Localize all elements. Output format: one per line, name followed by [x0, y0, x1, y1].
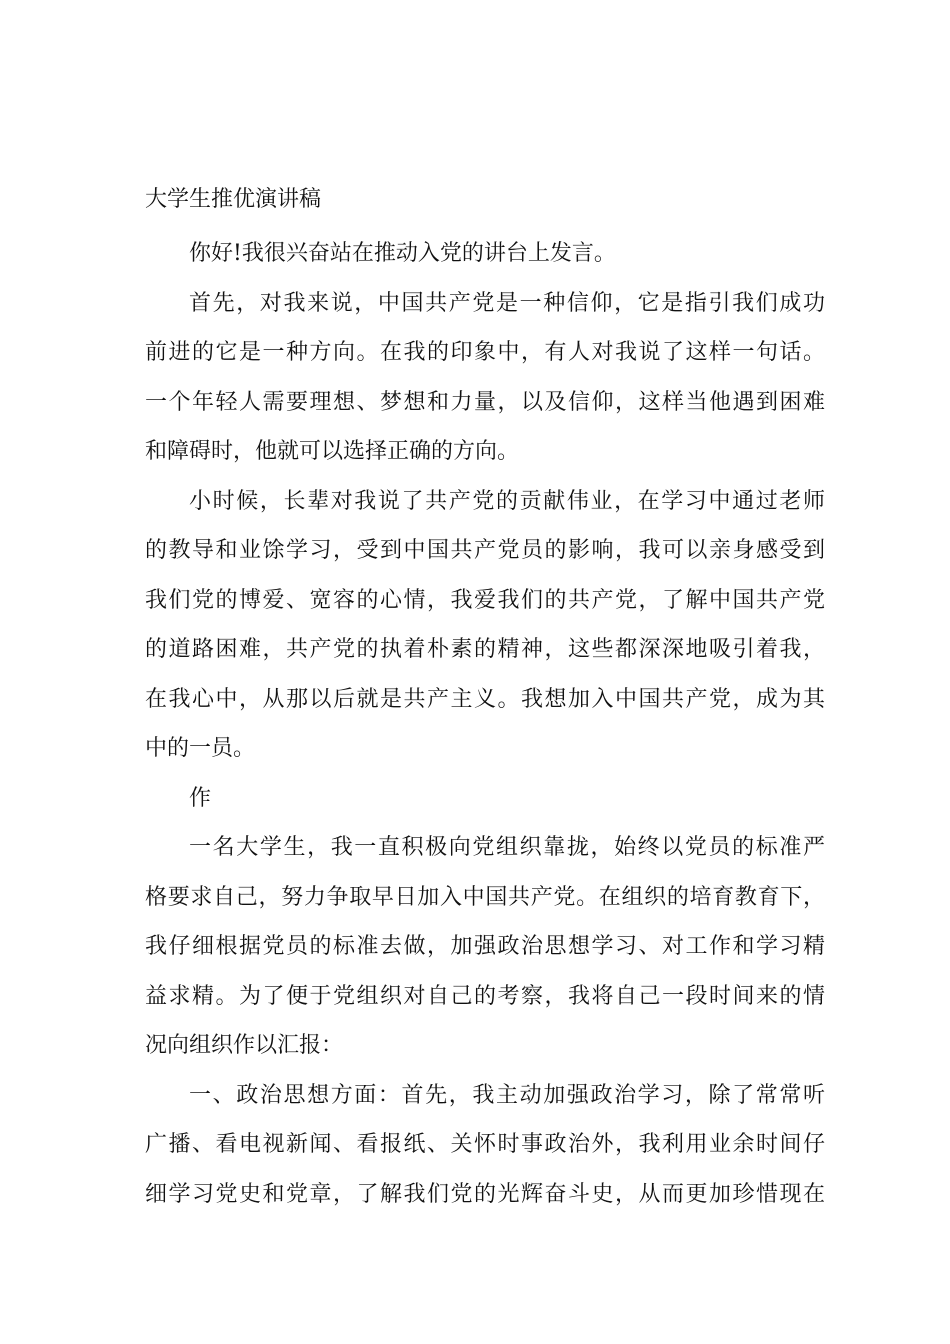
paragraph-line: 我们党的博爱、宽容的心情，我爱我们的共产党，了解中国共产党	[145, 587, 825, 613]
document-body	[145, 180, 825, 1224]
paragraph-line: 作	[189, 785, 212, 811]
paragraph-line: 在我心中，从那以后就是共产主义。我想加入中国共产党，成为其	[145, 686, 825, 712]
paragraph-line: 和障碍时，他就可以选择正确的方向。	[145, 439, 520, 464]
paragraph-greeting: 你好!我很兴奋站在推动入党的讲台上发言。	[189, 241, 616, 266]
paragraph-line: 中的一员。	[145, 736, 256, 761]
paragraph-line: 细学习党史和党章，了解我们党的光辉奋斗史，从而更加珍惜现在	[145, 1181, 825, 1207]
paragraph-line: 广播、看电视新闻、看报纸、关怀时事政治外，我利用业余时间仔	[145, 1132, 825, 1157]
document-title: 大学生推优演讲稿	[145, 187, 322, 212]
paragraph-line: 首先，对我来说，中国共产党是一种信仰，它是指引我们成功	[189, 290, 825, 316]
paragraph-line: 一、政治思想方面：首先，我主动加强政治学习，除了常常听	[189, 1082, 825, 1108]
paragraph-line: 益求精。为了便于党组织对自己的考察，我将自己一段时间来的情	[145, 983, 825, 1009]
paragraph-line: 况向组织作以汇报：	[145, 1033, 344, 1058]
paragraph-line: 一名大学生，我一直积极向党组织靠拢，始终以党员的标准严	[189, 835, 825, 860]
paragraph-line: 的道路困难，共产党的执着朴素的精神，这些都深深地吸引着我，	[145, 637, 825, 662]
paragraph-line: 的教导和业馀学习，受到中国共产党员的影响，我可以亲身感受到	[145, 538, 825, 563]
paragraph-line: 前进的它是一种方向。在我的印象中，有人对我说了这样一句话。	[145, 340, 825, 365]
paragraph-line: 小时候，长辈对我说了共产党的贡献伟业，在学习中通过老师	[189, 488, 825, 514]
paragraph-line: 我仔细根据党员的标准去做，加强政治思想学习、对工作和学习精	[145, 934, 825, 959]
paragraph-line: 格要求自己，努力争取早日加入中国共产党。在组织的培育教育下，	[145, 884, 825, 910]
paragraph-line: 一个年轻人需要理想、梦想和力量，以及信仰，这样当他遇到困难	[145, 389, 825, 415]
